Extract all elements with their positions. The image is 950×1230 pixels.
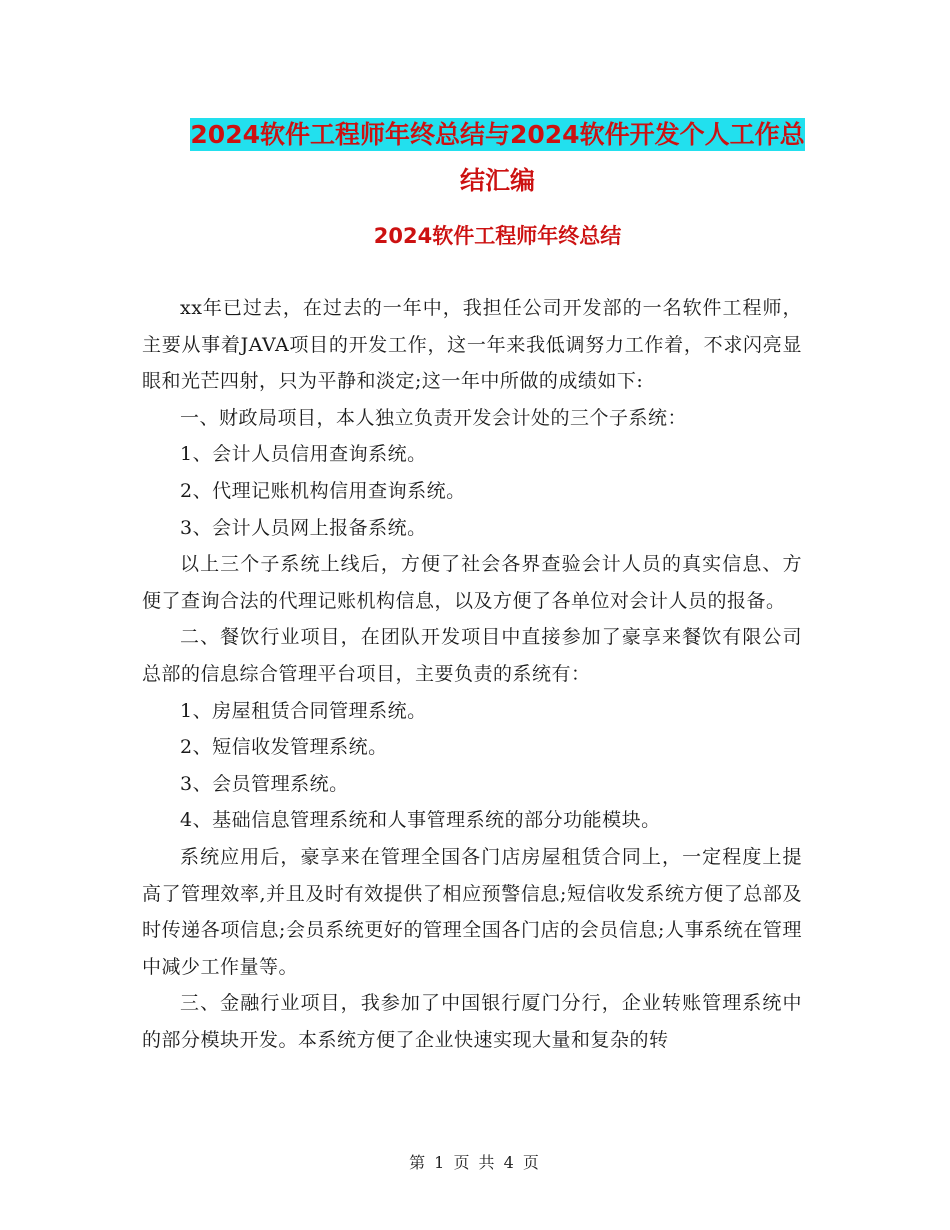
paragraph: 系统应用后，豪享来在管理全国各门店房屋租赁合同上，一定程度上提高了管理效率,并且及时有效提供了相应预警信息;短信收发系统方便了总部及时传递各项信息;会员系统更好的管理全国各门店的会员信息;人事系统在管理中减少工作量等。: [142, 845, 802, 978]
list-item: 3、会员管理系统。: [180, 772, 349, 795]
list-item: 2、短信收发管理系统。: [180, 736, 388, 759]
paragraph: 以上三个子系统上线后，方便了社会各界查验会计人员的真实信息、方便了查询合法的代理记账机构信息，以及方便了各单位对会计人员的报备。: [142, 553, 802, 612]
list-item: 4、基础信息管理系统和人事管理系统的部分功能模块。: [180, 809, 661, 832]
document-body: [142, 290, 802, 1058]
document-title: [140, 112, 855, 204]
paragraph: 三、金融行业项目，我参加了中国银行厦门分行，企业转账管理系统中的部分模块开发。本系统方便了企业快速实现大量和复杂的转: [142, 992, 802, 1051]
document-title-line2: 结汇编: [459, 166, 535, 195]
list-item: 3、会计人员网上报备系统。: [180, 516, 427, 539]
document-title-line1: 2024软件工程师年终总结与2024软件开发个人工作总: [190, 120, 805, 149]
paragraph: 二、餐饮行业项目，在团队开发项目中直接参加了豪享来餐饮有限公司总部的信息综合管理平台项目，主要负责的系统有：: [142, 626, 802, 685]
section-title: 2024软件工程师年终总结: [373, 224, 622, 248]
paragraph: xx年已过去，在过去的一年中，我担任公司开发部的一名软件工程师，主要从事着JAVA项目的开发工作，这一年来我低调努力工作着，不求闪亮显眼和光芒四射，只为平静和淡定;这一年中所做的成绩如下:: [142, 297, 802, 393]
list-item: 1、房屋租赁合同管理系统。: [180, 699, 427, 722]
page-footer: 第 1 页 共 4 页: [409, 1153, 541, 1172]
list-item: 1、会计人员信用查询系统。: [180, 443, 427, 466]
paragraph: 一、财政局项目，本人独立负责开发会计处的三个子系统：: [180, 406, 688, 429]
list-item: 2、代理记账机构信用查询系统。: [180, 479, 466, 502]
